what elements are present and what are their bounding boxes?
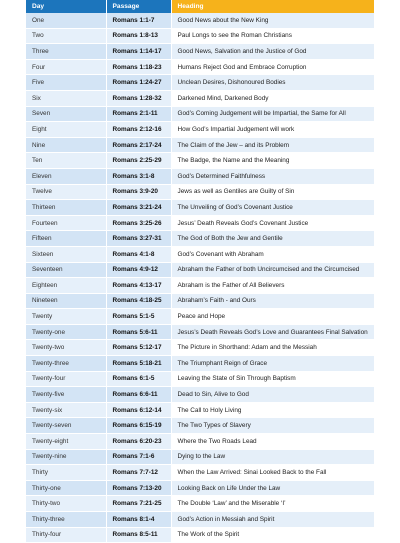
table-row <box>26 293 374 309</box>
day-cell: Four <box>26 59 106 75</box>
passage-cell: Romans 4:1-8 <box>106 246 171 262</box>
day-cell: Thirteen <box>26 200 106 216</box>
heading-cell: The Claim of the Jew – and its Problem <box>171 137 374 153</box>
day-cell: Twenty-three <box>26 356 106 372</box>
heading-cell: When the Law Arrived: Sinai Looked Back to the Fall <box>171 465 374 481</box>
table-row <box>26 200 374 216</box>
table-row <box>26 59 374 75</box>
day-cell: Nineteen <box>26 293 106 309</box>
table-row <box>26 309 374 325</box>
heading-cell: How God’s Impartial Judgement will work <box>171 122 374 138</box>
table-row <box>26 106 374 122</box>
passage-cell: Romans 3:9-20 <box>106 184 171 200</box>
table-row <box>26 262 374 278</box>
day-cell: Three <box>26 44 106 60</box>
table-row <box>26 231 374 247</box>
table-row <box>26 90 374 106</box>
day-cell: Twenty-seven <box>26 418 106 434</box>
table-row <box>26 13 374 28</box>
passage-cell: Romans 6:15-19 <box>106 418 171 434</box>
table-header <box>26 0 374 13</box>
passage-cell: Romans 1:24-27 <box>106 75 171 91</box>
passage-cell: Romans 6:12-14 <box>106 402 171 418</box>
heading-cell: Dying to the Law <box>171 449 374 465</box>
day-cell: Twenty-nine <box>26 449 106 465</box>
passage-cell: Romans 4:13-17 <box>106 278 171 294</box>
heading-cell: Jesus’s Death Reveals God’s Love and Guarantees Final Salvation <box>171 324 374 340</box>
heading-cell: Where the Two Roads Lead <box>171 434 374 450</box>
passage-cell: Romans 4:18-25 <box>106 293 171 309</box>
day-cell: Thirty-one <box>26 480 106 496</box>
day-cell: Twelve <box>26 184 106 200</box>
day-cell: Thirty-two <box>26 496 106 512</box>
day-cell: Twenty-four <box>26 371 106 387</box>
heading-cell: The Picture in Shorthand: Adam and the Messiah <box>171 340 374 356</box>
table-row <box>26 449 374 465</box>
day-cell: Eleven <box>26 168 106 184</box>
heading-cell: Abraham is the Father of All Believers <box>171 278 374 294</box>
passage-cell: Romans 5:1-5 <box>106 309 171 325</box>
heading-cell: The Work of the Spirit <box>171 527 374 543</box>
heading-cell: Unclean Desires, Dishonoured Bodies <box>171 75 374 91</box>
heading-cell: The Unveiling of God’s Covenant Justice <box>171 200 374 216</box>
passage-cell: Romans 2:25-29 <box>106 153 171 169</box>
table-row <box>26 527 374 543</box>
day-cell: Twenty-six <box>26 402 106 418</box>
table-row <box>26 418 374 434</box>
table-row <box>26 480 374 496</box>
heading-cell: Jesus’ Death Reveals God’s Covenant Justice <box>171 215 374 231</box>
day-cell: Twenty-two <box>26 340 106 356</box>
heading-cell: The Badge, the Name and the Meaning <box>171 153 374 169</box>
table-row <box>26 278 374 294</box>
day-cell: Five <box>26 75 106 91</box>
day-cell: Seventeen <box>26 262 106 278</box>
passage-cell: Romans 3:25-26 <box>106 215 171 231</box>
passage-cell: Romans 2:12-16 <box>106 122 171 138</box>
table-row <box>26 512 374 528</box>
heading-cell: Humans Reject God and Embrace Corruption <box>171 59 374 75</box>
passage-cell: Romans 3:1-8 <box>106 168 171 184</box>
heading-cell: Paul Longs to see the Roman Christians <box>171 28 374 44</box>
heading-cell: Darkened Mind, Darkened Body <box>171 90 374 106</box>
heading-cell: Abraham’s Faith - and Ours <box>171 293 374 309</box>
day-cell: Eighteen <box>26 278 106 294</box>
heading-cell: God’s Determined Faithfulness <box>171 168 374 184</box>
header-row <box>26 0 374 13</box>
table-row <box>26 402 374 418</box>
passage-cell: Romans 7:1-6 <box>106 449 171 465</box>
table-row <box>26 153 374 169</box>
day-cell: Seven <box>26 106 106 122</box>
passage-cell: Romans 6:20-23 <box>106 434 171 450</box>
passage-cell: Romans 4:9-12 <box>106 262 171 278</box>
day-cell: Nine <box>26 137 106 153</box>
table-row <box>26 215 374 231</box>
day-cell: Thirty <box>26 465 106 481</box>
table-row <box>26 465 374 481</box>
passage-cell: Romans 6:6-11 <box>106 387 171 403</box>
heading-cell: The Two Types of Slavery <box>171 418 374 434</box>
day-cell: Fourteen <box>26 215 106 231</box>
heading-cell: Looking Back on Life Under the Law <box>171 480 374 496</box>
passage-cell: Romans 3:27-31 <box>106 231 171 247</box>
day-cell: Six <box>26 90 106 106</box>
table-row <box>26 371 374 387</box>
table-row <box>26 137 374 153</box>
heading-cell: Jews as well as Gentiles are Guilty of Sin <box>171 184 374 200</box>
table-row <box>26 387 374 403</box>
day-cell: Thirty-three <box>26 512 106 528</box>
passage-cell: Romans 1:14-17 <box>106 44 171 60</box>
day-cell: One <box>26 13 106 28</box>
reading-plan-table <box>26 0 375 543</box>
heading-cell: God’s Coming Judgement will be Impartial, the Same for All <box>171 106 374 122</box>
table-row <box>26 246 374 262</box>
day-cell: Twenty-one <box>26 324 106 340</box>
column-header-passage: Passage <box>106 0 171 13</box>
day-cell: Twenty <box>26 309 106 325</box>
table-row <box>26 496 374 512</box>
passage-cell: Romans 8:5-11 <box>106 527 171 543</box>
passage-cell: Romans 5:18-21 <box>106 356 171 372</box>
passage-cell: Romans 6:1-5 <box>106 371 171 387</box>
heading-cell: The Call to Holy Living <box>171 402 374 418</box>
column-header-day: Day <box>26 0 106 13</box>
column-header-heading: Heading <box>171 0 374 13</box>
passage-cell: Romans 8:1-4 <box>106 512 171 528</box>
table-row <box>26 168 374 184</box>
heading-cell: Peace and Hope <box>171 309 374 325</box>
heading-cell: The Triumphant Reign of Grace <box>171 356 374 372</box>
passage-cell: Romans 2:17-24 <box>106 137 171 153</box>
heading-cell: Good News about the New King <box>171 13 374 28</box>
passage-cell: Romans 2:1-11 <box>106 106 171 122</box>
passage-cell: Romans 7:13-20 <box>106 480 171 496</box>
day-cell: Ten <box>26 153 106 169</box>
day-cell: Two <box>26 28 106 44</box>
passage-cell: Romans 7:21-25 <box>106 496 171 512</box>
heading-cell: Abraham the Father of both Uncircumcised and the Circumcised <box>171 262 374 278</box>
heading-cell: Leaving the State of Sin Through Baptism <box>171 371 374 387</box>
passage-cell: Romans 3:21-24 <box>106 200 171 216</box>
passage-cell: Romans 1:1-7 <box>106 13 171 28</box>
table-row <box>26 75 374 91</box>
day-cell: Twenty-five <box>26 387 106 403</box>
day-cell: Fifteen <box>26 231 106 247</box>
day-cell: Sixteen <box>26 246 106 262</box>
day-cell: Twenty-eight <box>26 434 106 450</box>
table-row <box>26 122 374 138</box>
passage-cell: Romans 1:8-13 <box>106 28 171 44</box>
day-cell: Thirty-four <box>26 527 106 543</box>
table-row <box>26 356 374 372</box>
passage-cell: Romans 1:28-32 <box>106 90 171 106</box>
passage-cell: Romans 7:7-12 <box>106 465 171 481</box>
heading-cell: God’s Action in Messiah and Spirit <box>171 512 374 528</box>
heading-cell: The God of Both the Jew and Gentile <box>171 231 374 247</box>
passage-cell: Romans 5:12-17 <box>106 340 171 356</box>
passage-cell: Romans 1:18-23 <box>106 59 171 75</box>
heading-cell: The Double ‘Law’ and the Miserable ‘I’ <box>171 496 374 512</box>
table-row <box>26 340 374 356</box>
table-row <box>26 434 374 450</box>
table-row <box>26 184 374 200</box>
passage-cell: Romans 5:6-11 <box>106 324 171 340</box>
day-cell: Eight <box>26 122 106 138</box>
heading-cell: God’s Covenant with Abraham <box>171 246 374 262</box>
table-row <box>26 28 374 44</box>
table-row <box>26 44 374 60</box>
heading-cell: Dead to Sin, Alive to God <box>171 387 374 403</box>
heading-cell: Good News, Salvation and the Justice of God <box>171 44 374 60</box>
table-row <box>26 324 374 340</box>
table-body <box>26 13 374 543</box>
